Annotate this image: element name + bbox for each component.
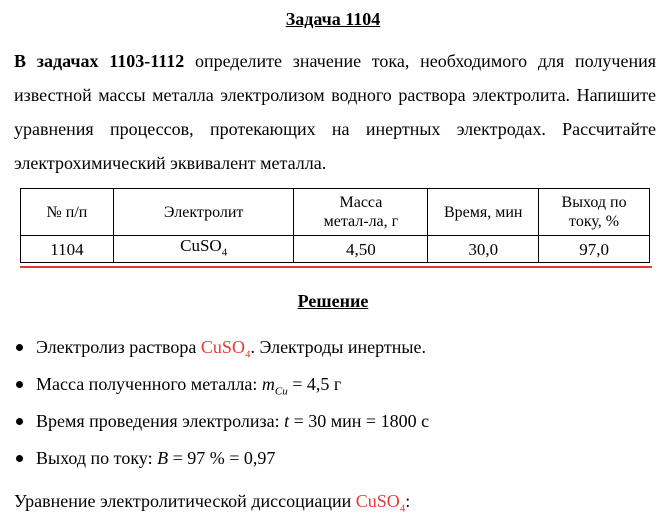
given-list <box>14 332 429 480</box>
task-text: определите значение тока, необходимого для получения известной массы металла электролизом водного раствора электролита. Напишите уравнения процессов, протекающих на инертных электродах. Рассчитайте электрохимический эквивалент металла. <box>14 51 657 173</box>
red-underline <box>20 266 652 268</box>
list-item: Масса полученного металла: $m_{Cu} = 4,5$ г <box>14 369 429 406</box>
task-title: Задача 1104 <box>285 9 381 29</box>
bullet-icon <box>16 381 23 388</box>
bullet-icon <box>16 344 23 351</box>
electrolyte-formula: CuSO$_4$ <box>200 337 251 361</box>
list-item: Время проведения электролиза: t = 30 мин = 1800 с <box>14 406 429 443</box>
cell-electrolyte: CuSO$_4$ <box>113 236 294 263</box>
bullet-icon <box>16 455 23 462</box>
cell-mass: 4,50 <box>294 236 428 263</box>
solution-title: Решение <box>297 291 369 311</box>
table-header-row <box>21 189 650 236</box>
header-electrolyte: Электролит <box>113 189 294 236</box>
task-range: В задачах 1103-1112 <box>14 51 185 71</box>
task-description <box>14 44 656 180</box>
header-mass: Масса метал-ла, г <box>294 189 428 236</box>
cell-yield: 97,0 <box>539 236 650 263</box>
list-item: Выход по току: B = 97 % = 0,97 <box>14 443 429 480</box>
cell-time: 30,0 <box>428 236 539 263</box>
bullet-icon <box>16 418 23 425</box>
table-row <box>21 236 650 263</box>
list-item: Электролиз раствора CuSO$_4$. Электроды инертные. <box>14 332 429 369</box>
parameters-table <box>20 188 650 263</box>
dissociation-heading: Уравнение электролитической диссоциации CuSO$_4$: <box>14 491 411 515</box>
header-num: № п/п <box>21 189 114 236</box>
header-yield: Выход по току, % <box>539 189 650 236</box>
cell-num: 1104 <box>21 236 114 263</box>
header-time: Время, мин <box>428 189 539 236</box>
